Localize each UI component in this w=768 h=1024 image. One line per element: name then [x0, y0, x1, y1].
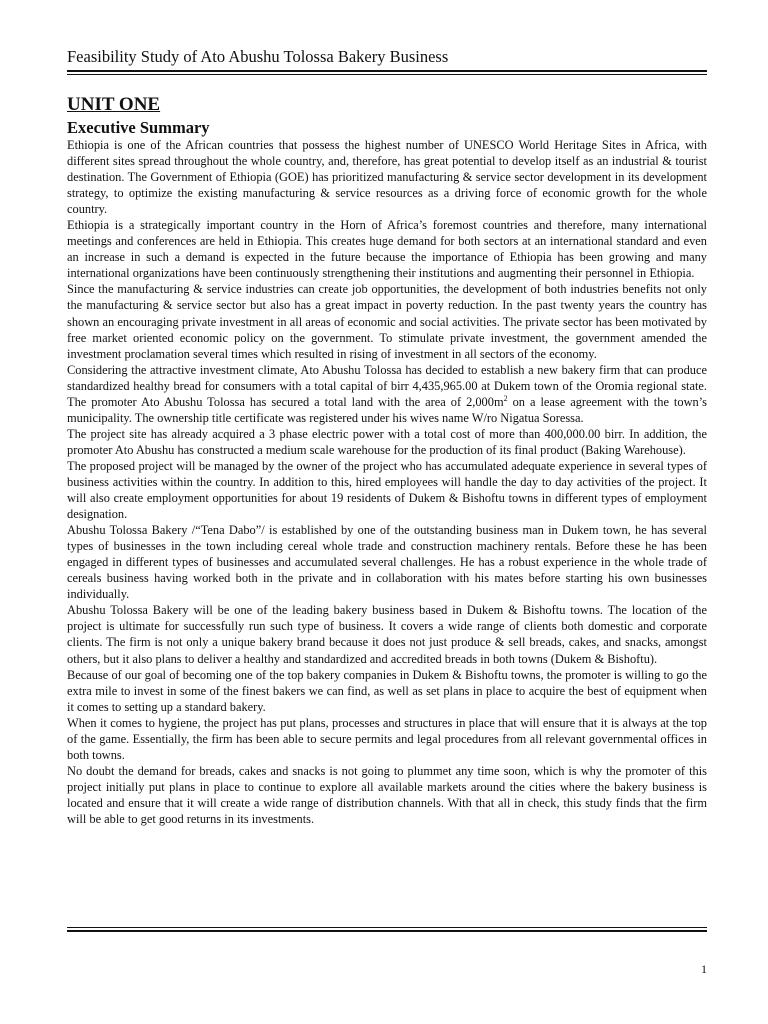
footer-divider — [67, 930, 707, 932]
unit-heading: UNIT ONE — [67, 94, 161, 115]
header-divider-thin — [67, 74, 707, 75]
paragraph: Ethiopia is one of the African countries that possess the highest number of UNESCO World Heritage Sites in Africa, with different sites spread throughout the whole country, and, therefore, has great potential to develop itself as an industrial & tourist destination. The Government of Ethiopia (GOE) has prioritized manufacturing & service sector development in its development strategy, to optimize the existing manufacturing & service resources as a driving force of economic growth for the whole country. — [67, 138, 707, 217]
paragraph: Abushu Tolossa Bakery /“Tena Dabo”/ is established by one of the outstanding business man in Dukem town, he has several types of businesses in the town including cereal whole trade and construction machinery rentals. Before these he has been engaged in different types of businesses and accumulated several challenges. He has a robust experience in the whole trade of cereals business having worked both in the private and in collaboration with his mates before starting his own businesses individually. — [67, 523, 707, 602]
section-heading: Executive Summary — [67, 118, 210, 137]
paragraph: Since the manufacturing & service industries can create job opportunities, the development of both industries benefits not only the manufacturing & service sector but also has a great impact in poverty reduction. In the past twenty years the country has shown an encouraging private investment in all areas of economic and social activities. The private sector has been motivated by free market oriented economic policy on the government. To stimulate private investment, the government amended the investment proclamation several times which resulted in rising of investment in all sectors of the economy. — [67, 282, 707, 361]
footer-divider-thin — [67, 927, 707, 928]
paragraph: Because of our goal of becoming one of the top bakery companies in Dukem & Bishoftu towns, the promoter is willing to go the extra mile to invest in some of the finest bakers we can find, as well as set plans in place to acquire the best of equipment when it comes to setting up a standard bakery. — [67, 667, 707, 714]
paragraph: Abushu Tolossa Bakery will be one of the leading bakery business based in Dukem & Bishoftu towns. The location of the project is ultimate for successfully run such type of business. It covers a wide range of clients both domestic and corporate clients. The firm is not only a unique bakery brand because it does not just produce & sell breads, cakes, and snacks, amongst others, but it also plans to deliver a healthy and standardized and accredited breads in both towns (Dukem & Bishoftu). — [67, 603, 707, 666]
paragraph: Ethiopia is a strategically important country in the Horn of Africa’s foremost countries and therefore, many international meetings and conferences are held in Ethiopia. This creates huge demand for both sectors at an international standard and even an increase in such a demand is expected in the future because the importance of Ethiopia has been growing and many international organizations have been continuously strengthening their institutions and augmenting their personnel in Ethiopia. — [67, 218, 707, 281]
page-footer — [67, 927, 707, 932]
body-text — [67, 137, 707, 827]
page-header — [67, 45, 707, 75]
paragraph: The project site has already acquired a 3 phase electric power with a total cost of more than 400,000.00 birr. In addition, the promoter Ato Abushu has constructed a medium scale warehouse for the production of its final product (Baking Warehouse). — [67, 426, 707, 457]
paragraph-text: Considering the attractive investment climate, Ato Abushu Tolossa has decided to establish a new bakery firm that can produce standardized healthy bread for consumers with a total capital of birr 4,435,965.00 at Dukem town of the Oromia regional state. The promoter Ato Abushu Tolossa has secured a total land with the area of 2,000m — [67, 362, 707, 409]
superscript: 2 — [503, 393, 508, 403]
paragraph-text: on a lease agreement with the town’s municipality. The ownership title certificate was registered under his wives name W/ro Nigatua Soressa. — [67, 394, 707, 425]
paragraph — [67, 362, 707, 426]
paragraph: No doubt the demand for breads, cakes and snacks is not going to plummet any time soon, which is why the promoter of this project initially put plans in place to continue to explore all available markets around the cities where the bakery business is located and ensure that it will create a wide range of distribution channels. With that all in check, this study finds that the firm will be able to get good returns in its investments. — [67, 763, 707, 826]
document-title: Feasibility Study of Ato Abushu Tolossa Bakery Business — [67, 47, 449, 66]
paragraph: When it comes to hygiene, the project has put plans, processes and structures in place that will ensure that it is always at the top of the game. Essentially, the firm has been able to secure permits and legal procedures from all relevant governmental offices in both towns. — [67, 715, 707, 762]
page-number: 1 — [701, 962, 707, 976]
header-divider — [67, 70, 707, 72]
paragraph: The proposed project will be managed by the owner of the project who has accumulated adequate experience in several types of business activities within the country. In addition to this, hired employees will handle the day to day activities of the project. It will also create employment opportunities for about 19 residents of Dukem & Bishoftu towns in different types of employment designation. — [67, 458, 707, 522]
